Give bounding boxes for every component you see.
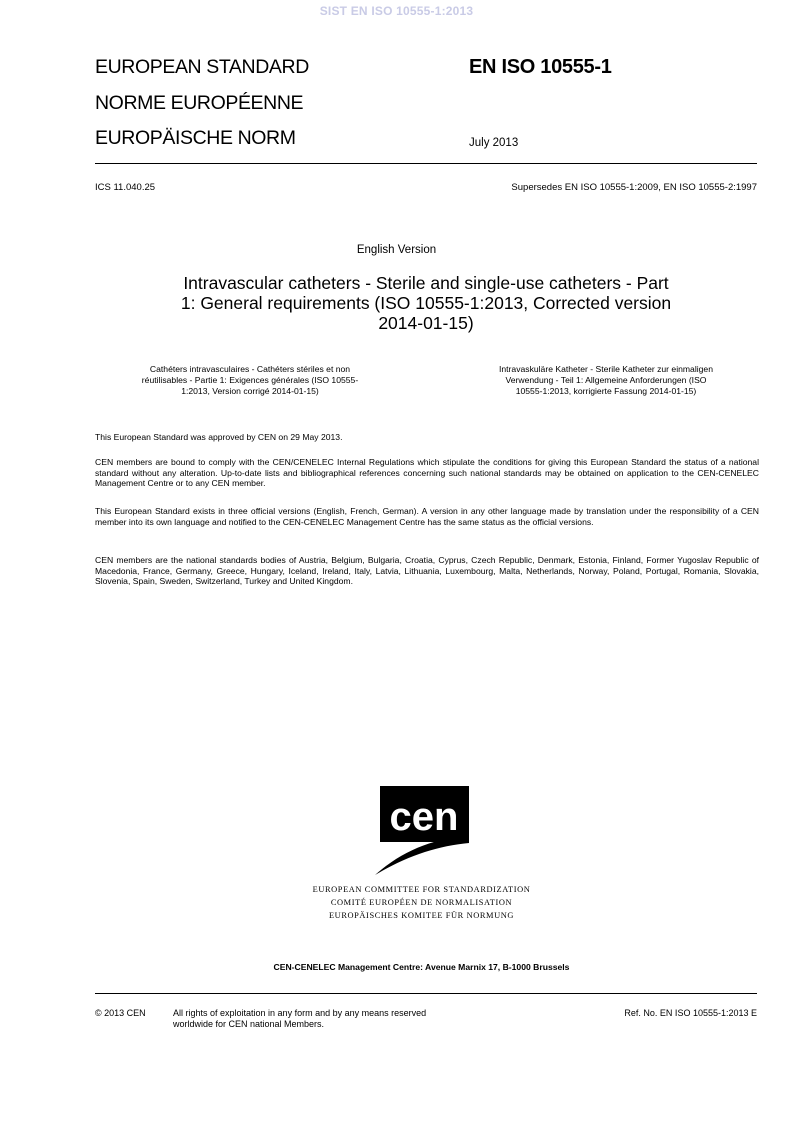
rights-line: worldwide for CEN national Members. [173, 1018, 325, 1029]
committee-name-de: EUROPÄISCHES KOMITEE FÜR NORMUNG [328, 911, 515, 920]
management-centre-address: CEN-CENELEC Management Centre: Avenue Marnix 17, B-1000 Brussels [273, 962, 570, 972]
header-rule [95, 163, 757, 164]
supersedes-note: Supersedes EN ISO 10555-1:2009, EN ISO 10555-2:1997 [511, 182, 757, 193]
versions-paragraph: This European Standard exists in three official versions (English, French, German). A version in any other language made by translation under the responsibility of a CEN member into its own language and notified to the CEN-CENELEC Management Centre has the same status as the official versions. [95, 506, 759, 527]
french-title [95, 364, 405, 397]
compliance-paragraph: CEN members are bound to comply with the CEN/CENELEC Internal Regulations which stipulate the conditions for giving this European Standard the status of a national standard without any alteration. Up-to-date lists and bibliographical references concerning such national standards may be obtained on application to the CEN-CENELEC Management Centre or to any CEN member. [95, 457, 759, 489]
committee-name-en: EUROPEAN COMMITTEE FOR STANDARDIZATION [312, 885, 531, 894]
title-line: 1: General requirements (ISO 10555-1:2013, Corrected version [180, 293, 672, 313]
committee-name-fr: COMITÉ EUROPÉEN DE NORMALISATION [330, 898, 513, 907]
members-paragraph: CEN members are the national standards bodies of Austria, Belgium, Bulgaria, Croatia, Cyprus, Czech Republic, Denmark, Estonia, Finland, Former Yugoslav Republic of Macedonia, France, Germany, Greece, Hungary, Iceland, Ireland, Italy, Latvia, Lithuania, Luxembourg, Malta, Netherlands, Norway, Poland, Portugal, Romania, Slovakia, Slovenia, Spain, Sweden, Switzerland, Turkey and United Kingdom. [95, 555, 759, 587]
approval-paragraph: This European Standard was approved by CEN on 29 May 2013. [95, 432, 343, 442]
version-label: English Version [356, 244, 437, 256]
standard-name-de: EUROPÄISCHE NORM [95, 127, 296, 149]
standard-name-en: EUROPEAN STANDARD [95, 56, 309, 78]
german-title [455, 364, 757, 397]
cen-logo-icon [373, 786, 471, 876]
publication-date: July 2013 [469, 137, 519, 149]
title-line: Intravascular catheters - Sterile and single-use catheters - Part [183, 273, 669, 293]
french-title-line: Cathéters intravasculaires - Cathéters stériles et non [149, 364, 351, 374]
ics-code: ICS 11.040.25 [95, 182, 156, 193]
document-title [150, 273, 702, 333]
reference-number: Ref. No. EN ISO 10555-1:2013 E [624, 1008, 757, 1018]
french-title-line: réutilisables - Partie 1: Exigences générales (ISO 10555- [141, 375, 359, 385]
cen-logo-text: cen [389, 795, 459, 839]
footer-rule [95, 993, 757, 994]
german-title-line: Verwendung - Teil 1: Allgemeine Anforderungen (ISO [505, 375, 707, 385]
rights-line: All rights of exploitation in any form and by any means reserved [173, 1008, 427, 1018]
watermark: SIST EN ISO 10555-1:2013 [319, 4, 474, 18]
standard-number: EN ISO 10555-1 [469, 56, 612, 78]
copyright: © 2013 CEN [95, 1008, 146, 1018]
title-line: 2014-01-15) [378, 313, 474, 333]
french-title-line: 1:2013, Version corrigé 2014-01-15) [181, 386, 319, 396]
rights-statement [173, 1008, 426, 1029]
standard-name-fr: NORME EUROPÉENNE [95, 92, 304, 114]
german-title-line: Intravaskuläre Katheter - Sterile Katheter zur einmaligen [499, 364, 713, 374]
german-title-line: 10555-1:2013, korrigierte Fassung 2014-01-15) [515, 386, 697, 396]
